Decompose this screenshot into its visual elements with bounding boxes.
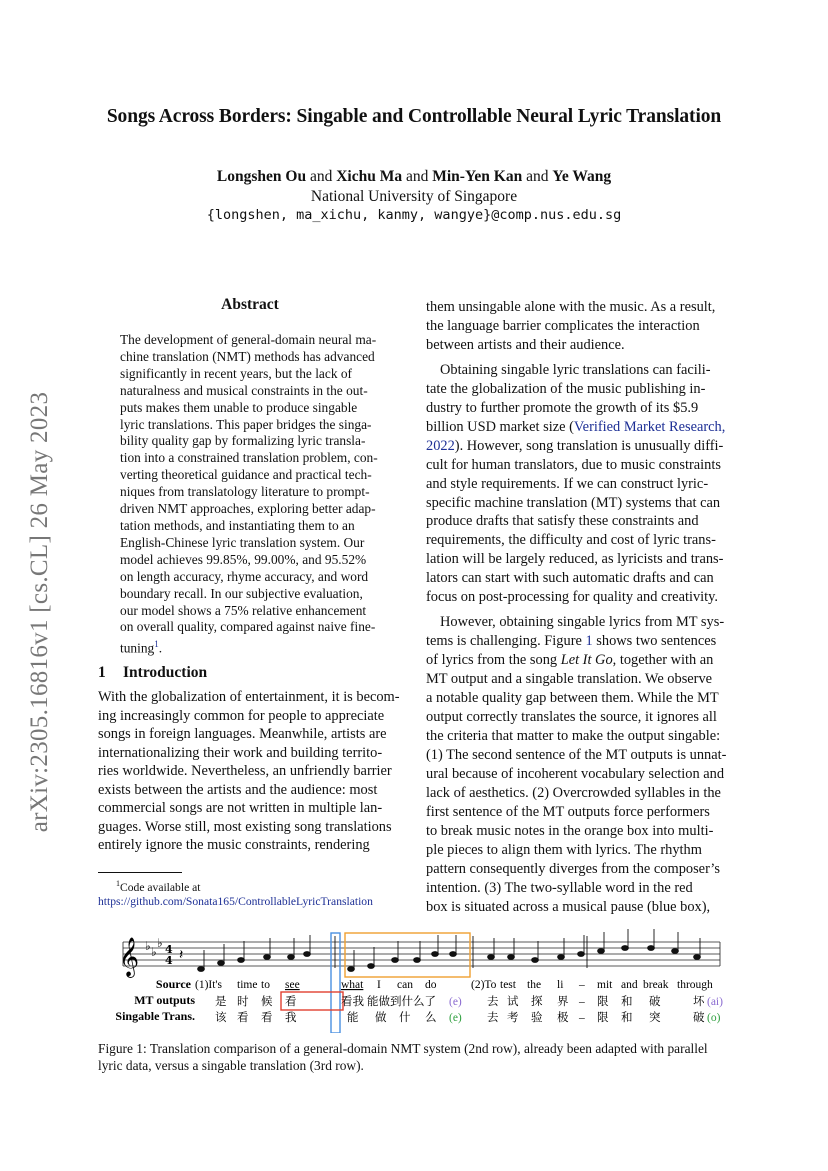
- abstract-line: on overall quality, compared against naive fine-: [120, 619, 376, 635]
- body-text: , together with an: [612, 652, 714, 669]
- abstract-line: tation methods, and instantiating them to an: [120, 517, 355, 533]
- intro-line: guages. Worse still, most existing song translations: [98, 818, 392, 835]
- singable-row-label: Singable Trans.: [115, 1009, 195, 1023]
- body-line: cult for human translators, due to music constraints: [426, 456, 721, 473]
- lyric: 是: [215, 996, 227, 1008]
- lyric: do: [425, 979, 437, 991]
- abstract-line: on length accuracy, rhyme accuracy, and word: [120, 568, 369, 584]
- lyric: 坏: [693, 996, 705, 1008]
- treble-clef-icon: 𝄞: [119, 937, 140, 977]
- body-line: lack of aesthetics. (2) Overcrowded syllables in the: [426, 784, 721, 801]
- lyric: 和: [621, 996, 633, 1008]
- lyric: 去: [487, 1012, 499, 1024]
- body-line: intention. (3) The two-syllable word in the red: [426, 879, 693, 896]
- section-title: Introduction: [123, 664, 208, 681]
- lyric: and: [621, 979, 638, 991]
- abstract-line: our model shows a 75% relative enhancement: [120, 602, 367, 618]
- abstract-line: verting theoretical guidance and practical tech-: [120, 467, 372, 483]
- lyric: 界: [557, 996, 569, 1008]
- lyric: 看: [237, 1012, 249, 1024]
- mt-lyrics: [215, 994, 723, 1008]
- time-signature: 4: [165, 943, 173, 956]
- figure-caption: [98, 1040, 738, 1074]
- lyric: 和: [621, 1012, 633, 1024]
- right-column: [426, 298, 730, 917]
- body-line: ural because of incoherent vocabulary selection and: [426, 765, 725, 782]
- mt-row-label: MT outputs: [134, 993, 195, 1007]
- body-line: pattern consequently diverges from the composer’s: [426, 860, 720, 877]
- lyric: 能做到什么了: [367, 996, 436, 1008]
- lyric: 么: [425, 1012, 437, 1024]
- lyric: 看: [285, 996, 297, 1008]
- lyric: (2)To: [471, 979, 497, 991]
- lyric: 试: [507, 996, 519, 1008]
- abstract-line: boundary recall. In our subjective evaluation,: [120, 585, 363, 601]
- author-list: [0, 168, 828, 186]
- body-line: the criteria that matter to make the output singable:: [426, 727, 721, 744]
- body-line: ple pieces to align them with lyrics. The rhythm: [426, 841, 702, 858]
- lyric: 看我: [341, 996, 364, 1008]
- flat-sign-icon: ♭: [157, 936, 163, 950]
- abstract-line: bility quality gap by formalizing lyric transla-: [120, 433, 366, 449]
- body-line: output correctly translates the source, it ignores all: [426, 709, 717, 726]
- body-line: [426, 437, 730, 456]
- intro-line: ries worldwide. Nevertheless, an unfriendly barrier: [98, 763, 392, 779]
- abstract-line: [120, 636, 380, 657]
- flat-sign-icon: ♭: [145, 939, 151, 953]
- song-title: Let It Go: [560, 652, 613, 669]
- footnote-number: 1: [116, 879, 120, 888]
- lyric: 看: [261, 1012, 273, 1024]
- lyric: to: [261, 979, 270, 991]
- lyric: 时: [237, 996, 249, 1008]
- body-text: billion USD market size (: [426, 418, 574, 435]
- body-line: produce drafts that satisfy these constraints and: [426, 513, 699, 530]
- lyric: can: [397, 979, 413, 991]
- time-signature: 4: [165, 954, 173, 967]
- lyric: (o): [707, 1012, 721, 1024]
- intro-line: exists between the artists and the audience: most: [98, 781, 378, 798]
- lyric: through: [677, 979, 713, 991]
- lyric: (ai): [707, 996, 723, 1008]
- author-name: Xichu Ma: [336, 168, 403, 185]
- lyric: 考: [507, 1012, 519, 1024]
- abstract-line: naturalness and musical constraints in the out-: [120, 382, 368, 398]
- body-text: of lyrics from the song: [426, 652, 561, 669]
- intro-line: songs in foreign languages. Meanwhile, artists are: [98, 726, 387, 742]
- lyric: 去: [487, 996, 499, 1008]
- music-staff: [123, 942, 720, 966]
- intro-line: ing increasingly common for people to appreciate: [98, 707, 385, 724]
- body-line: dustry to further promote the growth of its $5.9: [426, 399, 699, 416]
- lyric: 能: [347, 1012, 359, 1024]
- lyric: (e): [449, 996, 462, 1008]
- lyric: 做: [375, 1012, 387, 1024]
- body-text: ). However, song translation is unusually diffi-: [454, 437, 724, 454]
- lyric: 极: [557, 1012, 569, 1024]
- lyric: (e): [449, 1012, 462, 1024]
- footnote-marker[interactable]: 1: [154, 639, 159, 650]
- lyric: test: [500, 979, 516, 991]
- lyric: (1)It's: [195, 979, 222, 991]
- author-emails: {longshen, ma_xichu, kanmy, wangye}@comp.nus.edu.sg: [206, 207, 622, 223]
- body-line: [426, 651, 730, 670]
- abstract-end: .: [158, 640, 163, 656]
- body-line: lators can start with such automatic drafts and can: [426, 570, 714, 587]
- figure-1: [95, 928, 745, 1033]
- abstract-line: tion into a constrained translation problem, con-: [120, 450, 378, 466]
- lyric: 探: [531, 996, 543, 1008]
- lyric: 突: [649, 1012, 661, 1024]
- body-line: first sentence of the MT outputs force performers: [426, 803, 710, 820]
- body-line: [426, 632, 730, 651]
- body-line: to break music notes in the orange box into multi-: [426, 822, 714, 839]
- body-line: requirements, the difficulty and cost of lyric trans-: [426, 532, 716, 549]
- citation-link[interactable]: Verified Market Research,: [573, 418, 726, 435]
- lyric: the: [527, 979, 542, 991]
- lyric: 破: [649, 996, 661, 1008]
- singable-lyrics: [215, 1010, 721, 1024]
- lyric: 破: [693, 1012, 705, 1024]
- author-name: Min-Yen Kan: [432, 168, 523, 185]
- intro-line: With the globalization of entertainment, it is becom-: [98, 689, 400, 705]
- abstract-line: driven NMT approaches, exploring better adap-: [120, 501, 376, 517]
- author-name: Ye Wang: [552, 168, 612, 185]
- body-line: MT output and a singable translation. We observe: [426, 671, 713, 688]
- body-text: tems is challenging. Figure: [426, 633, 586, 650]
- arxiv-id: arXiv:2305.16816v1 [cs.CL] 26 May 2023: [26, 391, 53, 833]
- paper-title: Songs Across Borders: Singable and Controllable Neural Lyric Translation: [106, 106, 722, 127]
- author-joiner: and: [526, 168, 549, 185]
- abstract-heading: Abstract: [221, 296, 279, 313]
- abstract-line: puts makes them unable to produce singable: [120, 399, 358, 415]
- intro-body: [98, 688, 403, 855]
- lyric: li: [557, 979, 564, 991]
- lyric: 候: [261, 996, 273, 1008]
- lyric: time: [237, 979, 258, 991]
- source-lyrics: [195, 979, 713, 991]
- section-number: 1: [98, 664, 106, 681]
- intro-line: commercial songs are not written in multiple lan-: [98, 800, 383, 816]
- abstract-line: model achieves 99.85%, 99.00%, and 95.52%: [120, 551, 367, 567]
- caption-line: Figure 1: Translation comparison of a general-domain NMT system (2nd row), already been adapted with parallel: [98, 1041, 708, 1056]
- body-line: and style requirements. If we can construct lyric-: [426, 475, 709, 492]
- body-line: specific machine translation (MT) systems that can: [426, 494, 721, 511]
- source-row-label: Source: [155, 977, 191, 991]
- body-line: them unsingable alone with the music. As a result,: [426, 299, 716, 315]
- affiliation: National University of Singapore: [310, 188, 518, 205]
- rest-icon: 𝄽: [179, 947, 184, 963]
- body-line: between artists and their audience.: [426, 336, 625, 353]
- abstract-last-text: tuning: [120, 640, 155, 656]
- lyric: 我: [285, 1012, 297, 1024]
- caption-line: lyric data, versus a singable translation (3rd row).: [98, 1058, 364, 1073]
- abstract-line: lyric translations. This paper bridges the singa-: [120, 416, 372, 432]
- lyric: 限: [597, 996, 609, 1008]
- body-line: a notable quality gap between them. While the MT: [426, 690, 719, 707]
- lyric: what: [341, 979, 364, 991]
- lyric: 该: [215, 1012, 227, 1024]
- lyric: 什: [399, 1012, 411, 1024]
- body-line: box is situated across a musical pause (blue box),: [426, 898, 711, 915]
- footnote: [98, 877, 418, 910]
- author-name: Longshen Ou: [216, 168, 307, 185]
- lyric: see: [285, 979, 300, 991]
- lyric: break: [643, 979, 669, 991]
- abstract-line: chine translation (NMT) methods has advanced: [120, 348, 375, 364]
- footnote-rule: [98, 872, 182, 873]
- body-line: the language barrier complicates the interaction: [426, 317, 700, 334]
- author-joiner: and: [405, 168, 429, 185]
- footnote-link[interactable]: https://github.com/Sonata165/ControllableLyricTranslation: [98, 895, 373, 909]
- section-heading: [98, 664, 207, 682]
- flat-sign-icon: ♭: [151, 945, 157, 959]
- abstract-line: niques from translatology literature to prompt-: [120, 484, 370, 500]
- lyric: 验: [531, 1012, 543, 1024]
- lyric: I: [377, 979, 381, 991]
- body-line: lation will be largely reduced, as lyricists and trans-: [426, 551, 724, 568]
- abstract-line: significantly in recent years, but the lack of: [120, 365, 353, 381]
- body-line: focus on post-processing for quality and creativity.: [426, 589, 718, 606]
- body-text: shows two sentences: [592, 633, 717, 650]
- lyric: –: [579, 1012, 585, 1024]
- arxiv-stamp: [20, 352, 60, 872]
- body-line: Obtaining singable lyric translations can facili-: [440, 361, 711, 378]
- figure-ref-link[interactable]: 1: [585, 633, 593, 650]
- music-notes: [198, 929, 701, 971]
- footnote-text-line: [98, 877, 418, 895]
- author-joiner: and: [309, 168, 333, 185]
- abstract-body: [120, 332, 380, 658]
- lyric: mit: [597, 979, 613, 991]
- body-line: (1) The second sentence of the MT outputs is unnat-: [426, 746, 727, 763]
- body-line: [426, 418, 730, 437]
- intro-line: internationalizing their work and building territo-: [98, 744, 383, 761]
- intro-line: entirely ignore the music constraints, rendering: [98, 837, 370, 853]
- body-line: However, obtaining singable lyrics from MT sys-: [440, 614, 725, 631]
- abstract-line: The development of general-domain neural ma-: [120, 332, 377, 347]
- citation-year-link[interactable]: 2022: [426, 437, 455, 454]
- lyric: –: [579, 996, 585, 1008]
- lyric: –: [579, 979, 585, 991]
- body-line: tate the globalization of the music publishing in-: [426, 380, 706, 397]
- lyric: 限: [597, 1012, 609, 1024]
- footnote-text: Code available at: [120, 880, 201, 894]
- abstract-line: English-Chinese lyric translation system. Our: [120, 534, 365, 550]
